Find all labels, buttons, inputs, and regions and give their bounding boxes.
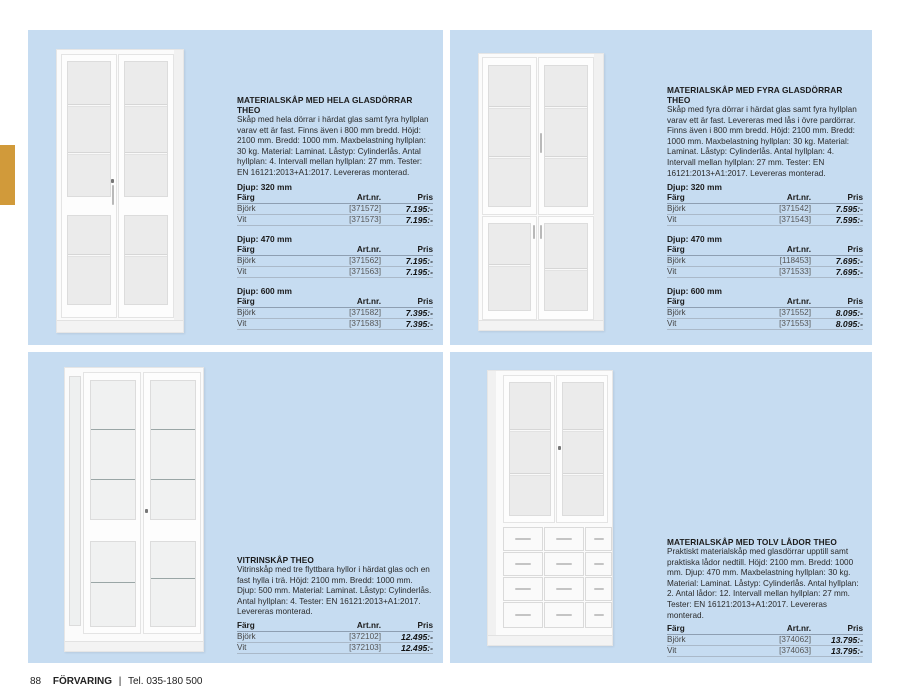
depth-label: Djup: 600 mm bbox=[237, 285, 292, 296]
depth-label: Djup: 600 mm bbox=[667, 286, 722, 297]
table-row: Vit [371573] 7.195:- bbox=[237, 214, 433, 225]
col-price: Pris bbox=[381, 193, 433, 204]
price-table bbox=[237, 193, 433, 226]
product-description: Skåp med hela dörrar i härdat glas samt fyra hyllplan varav ett är fast. Finns även i 800 mm bredd. Höjd: 2100 mm. Bredd: 1000 mm. Maxbelastning hyllplan: 30 kg. Material: Laminat. Låstyp: Cylinderlås. Antal hyllplan: 4. Intervall mellan hyllplan: 27 mm. Tester: EN 16121:2013+A1:2017. Levereras monterad. bbox=[237, 115, 429, 177]
depth-group bbox=[667, 234, 863, 278]
table-row: Björk [371542] 7.595:- bbox=[667, 204, 863, 215]
product-panel-glass-door-cabinet bbox=[28, 30, 443, 345]
price-table: Färg Art.nr. Pris Björk [371562] 7.195:- Vit [371563] 7.195:- bbox=[237, 244, 433, 277]
price-table: Färg Art.nr. Pris Björk [118453] 7.695:- Vit [371533] 7.695:- bbox=[667, 245, 863, 278]
depth-label: Djup: 470 mm bbox=[667, 234, 722, 245]
product-info bbox=[667, 85, 863, 338]
depth-label: Djup: 320 mm bbox=[667, 182, 722, 193]
table-row: Björk [372102] 12.495:- bbox=[237, 631, 433, 642]
product-description: Vitrinskåp med tre flyttbara hyllor i härdat glas och en fast hylla i trä. Höjd: 2100 mm. Bredd: 1000 mm. Djup: 500 mm. Material: Laminat. Låstyp: Cylinderlås. Antal hyllplan: 4. Tester: EN 16121:2013+A1:2017. Levereras monterad. bbox=[237, 565, 432, 617]
product-image-twelve-drawer-cabinet bbox=[487, 370, 613, 646]
page-number: 88 bbox=[30, 676, 42, 687]
section-tab-marker bbox=[0, 145, 15, 205]
product-title: MATERIALSKÅP MED HELA GLASDÖRRAR THEO bbox=[237, 95, 413, 115]
depth-group bbox=[667, 286, 863, 330]
section-name: FÖRVARING bbox=[52, 676, 112, 687]
product-info bbox=[667, 537, 863, 657]
product-panel-display-cabinet bbox=[28, 352, 443, 663]
table-row: Vit [371533] 7.695:- bbox=[667, 267, 863, 278]
price-table: Färg Art.nr. Pris Björk [372102] 12.495:- Vit [372103] 12.495:- bbox=[237, 620, 433, 653]
product-image-display-cabinet bbox=[64, 367, 204, 652]
product-info bbox=[237, 555, 433, 654]
col-art: Art.nr. bbox=[301, 193, 381, 204]
table-row: Vit [371543] 7.595:- bbox=[667, 215, 863, 226]
depth-group bbox=[237, 234, 433, 278]
product-description: Skåp med fyra dörrar i härdat glas samt fyra hyllplan varav ett är fast. Levereras med lås i övre pardörrar. Finns även i 800 mm bredd. Höjd: 2100 mm. Bredd: 1000 mm. Maxbelastning hyllplan: 30 kg. Material: Laminat. Låstyp: Cylinderlås. Antal hyllplan: 4. Intervall mellan hyllplan: 27 mm. Tester: EN 16121:2013+A1:2017. Levereras monterad. bbox=[667, 105, 857, 178]
table-row: Vit [374063] 13.795:- bbox=[667, 646, 863, 657]
phone-number: Tel. 035-180 500 bbox=[127, 676, 203, 687]
table-row: Björk [374062] 13.795:- bbox=[667, 635, 863, 646]
price-table: Färg Art.nr. Pris Björk [371582] 7.395:- Vit [371583] 7.395:- bbox=[237, 296, 433, 329]
footer-separator: | bbox=[118, 676, 122, 687]
page-footer bbox=[30, 676, 203, 687]
table-row: Björk [371552] 8.095:- bbox=[667, 308, 863, 319]
table-row: Björk [371582] 7.395:- bbox=[237, 307, 433, 318]
col-color: Färg bbox=[237, 193, 301, 204]
depth-label: Djup: 470 mm bbox=[237, 233, 292, 244]
depth-label: Djup: 320 mm bbox=[237, 181, 292, 192]
depth-group bbox=[667, 182, 863, 226]
depth-group bbox=[237, 182, 433, 226]
depth-group bbox=[237, 286, 433, 330]
table-row: Björk [118453] 7.695:- bbox=[667, 256, 863, 267]
product-panel-four-glass-door-cabinet bbox=[450, 30, 872, 345]
price-table: Färg Art.nr. Pris Björk [374062] 13.795:- Vit [374063] 13.795:- bbox=[667, 624, 863, 657]
product-title: MATERIALSKÅP MED TOLV LÅDOR THEO bbox=[667, 537, 837, 547]
product-panel-twelve-drawer-cabinet bbox=[450, 352, 872, 663]
product-title: VITRINSKÅP THEO bbox=[237, 555, 314, 565]
table-row: Vit [371553] 8.095:- bbox=[667, 319, 863, 330]
product-image-four-glass-door-cabinet bbox=[478, 53, 604, 331]
table-row: Vit [371563] 7.195:- bbox=[237, 266, 433, 277]
table-row: Björk [371572] 7.195:- bbox=[237, 203, 433, 214]
product-description: Praktiskt materialskåp med glasdörrar upptill samt praktiska lådor nedtill. Höjd: 2100 mm. Bredd: 1000 mm. Djup: 470 mm. Maxbelastning hyllplan: 30 kg. Material: Laminat. Låstyp: Cylinderlås. Antal hyllplan: 2. Antal lådor: 12. Intervall mellan hyllplan: 27 mm. Tester: EN 16121:2013+A1:2017. Levereras monterad. bbox=[667, 547, 859, 620]
price-table: Färg Art.nr. Pris Björk [371552] 8.095:- Vit [371553] 8.095:- bbox=[667, 297, 863, 330]
table-row: Vit [371583] 7.395:- bbox=[237, 318, 433, 329]
product-image-glass-door-cabinet bbox=[56, 49, 184, 333]
table-row: Björk [371562] 7.195:- bbox=[237, 255, 433, 266]
price-table: Färg Art.nr. Pris Björk [371542] 7.595:- Vit [371543] 7.595:- bbox=[667, 193, 863, 226]
product-title: MATERIALSKÅP MED FYRA GLASDÖRRAR THEO bbox=[667, 85, 843, 105]
product-info bbox=[237, 95, 433, 338]
table-row: Vit [372103] 12.495:- bbox=[237, 642, 433, 653]
